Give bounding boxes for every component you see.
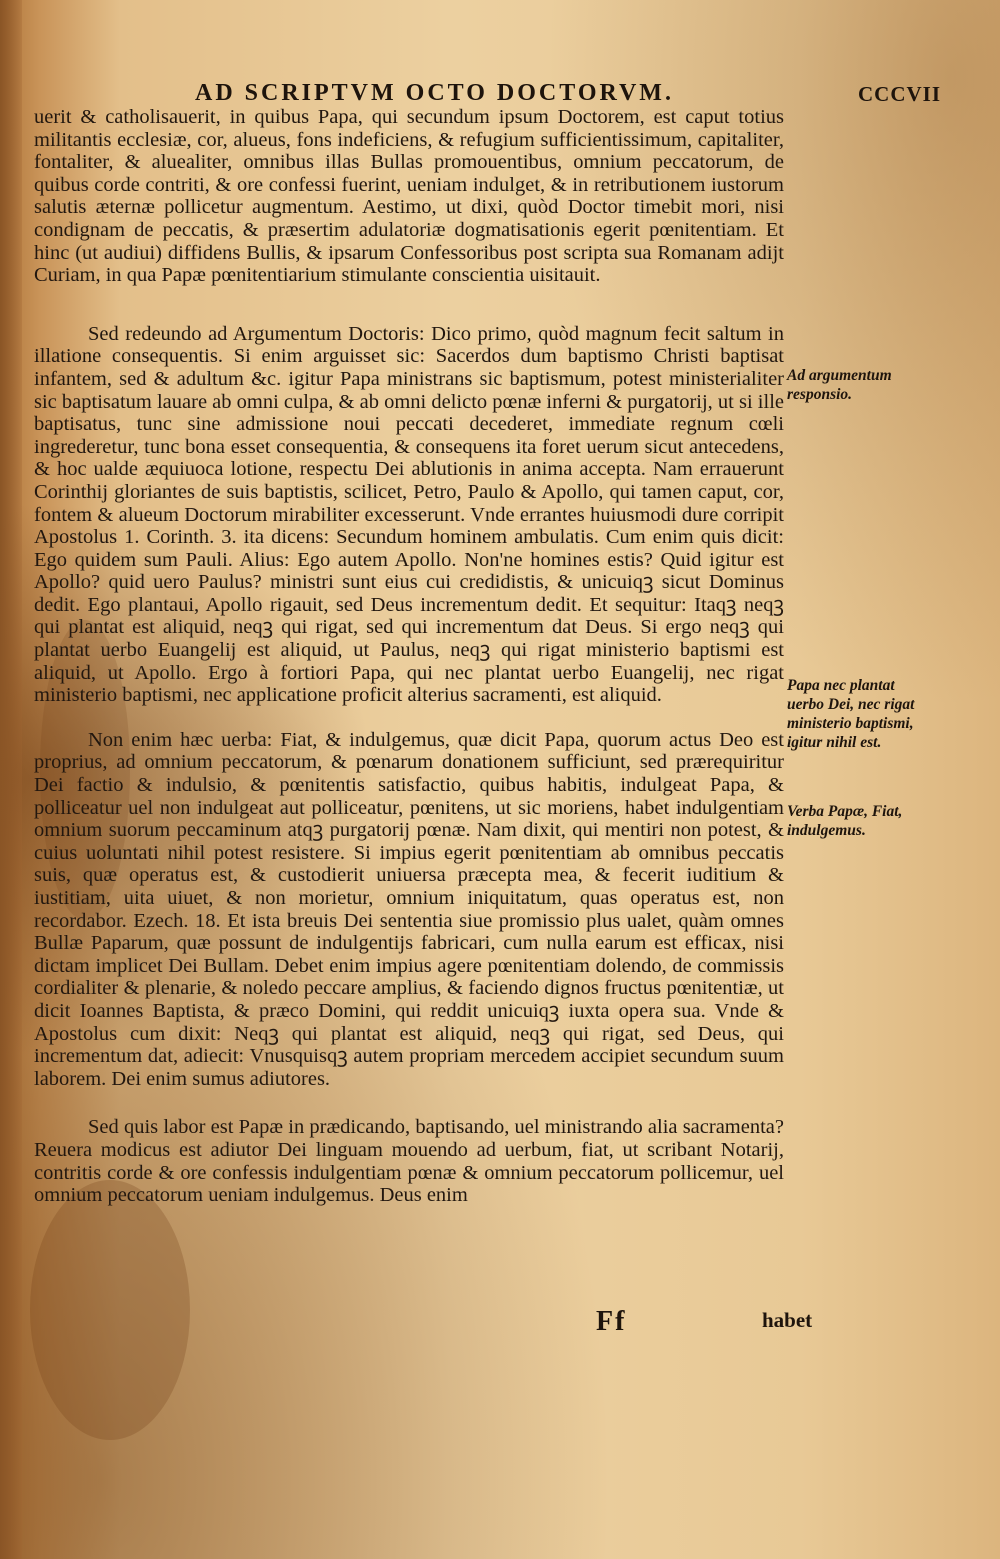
catchword: habet (762, 1308, 813, 1332)
paragraph: Non enim hæc uerba: Fiat, & indulgemus, quæ dicit Papa, quorum actus Deo est proprius, ad omnium peccatorum, & pœnarum donationem sufficiunt, sed prærequiritur Dei factio & indulsio, & pœnitentis satisfactio, quibus habitis, indulgeat Papa, & polliceatur uel non indulgeat aut polliceatur, pœnitens, ut sic moriens, habet indulgentiam omnium suorum peccaminum atqꝫ purgatorij pœnæ. Nam dixit, qui mentiri non potest, & cuius uoluntati nihil potest resistere. Si impius egerit pœnitentiam ab omnibus peccatis suis, quæ operatus est, & custodierit uniuersa præcepta mea, & fecerit iuditium & iustitiam, uita uiuet, & non morietur, omnium iniquitatum, quas operatus est, non recordabor. Ezech. 18. Et ista breuis Dei sententia siue promissio plus ualet, quàm omnes Bullæ Paparum, quæ possunt de indulgentijs fabricari, cum nulla earum est efficax, nisi dictam implicet Dei Bullam. Debet enim impius agere pœnitentiam dolendo, de commissis cordialiter & plenarie, & noledo peccare amplius, & faciendo dignos fructus pœnitentiæ, ut dicit Ioannes Baptista, & præco Domini, qui reddit unicuiqꝫ iuxta opera sua. Vnde & Apostolus cum dixit: Neqꝫ qui plantat est aliquid, neqꝫ qui rigat, sed Deus, qui incrementum dat, adiecit: Vnusquisqꝫ autem propriam mercedem accipiet secundum suum laborem. Dei enim sumus adiutores. (34, 728, 784, 1090)
margin-note: Papa nec plantat uerbo Dei, nec rigat ministerio baptismi, igitur nihil est. (787, 677, 915, 751)
page-gutter (0, 0, 22, 1559)
paragraph: Sed redeundo ad Argumentum Doctoris: Dico primo, quòd magnum fecit saltum in illatione consequentis. Si enim arguisset sic: Sacerdos dum baptismo Christi baptisat infantem, sed & adultum &c. igitur Papa ministrans sic baptismum, potest ministerialiter sic baptisatum lauare ab omni culpa, & ab omni delicto pœnæ inferni & purgatorij, ut si ille baptisatus, tunc sine admissione noui peccati decederet, immediate regnum cœli ingrederetur, tunc bona esset consequentia, & consequens ita foret uerum sicut antecedens, & hoc ualde æquiuoca lotione, respectu Dei ablutionis in anima accepta. Nam errauerunt Corinthij gloriantes de suis baptistis, scilicet, Petro, Paulo & Apollo, qui tamen caput, cor, fontem & alueum Doctorum mirabiliter excesserunt. Vnde errantes huiusmodi dure corripit Apostolus 1. Corinth. 3. ita dicens: Secundum hominem ambulatis. Cum enim quis dicit: Ego quidem sum Pauli. Alius: Ego autem Apollo. Non'ne homines estis? Quid igitur est Apollo? quid uero Paulus? ministri sunt eius cui credidistis, & unicuiqꝫ sicut Dominus dedit. Ego plantaui, Apollo rigauit, sed Deus incrementum dedit. Et sequitur: Itaqꝫ neqꝫ qui plantat est aliquid, neqꝫ qui rigat, sed qui incrementum dat Deus. Si ergo neqꝫ qui plantat uerbo Euangelij est aliquid, ut Paulus, neqꝫ qui rigat ministerio baptismi est aliquid, ut Apollo. Ergo à fortiori Papa, qui nec plantat uerbo Euangelij, nec rigat ministerio baptismi, nec applicatione proficit alterius sacramenti, est aliquid. (34, 322, 784, 707)
main-text (34, 106, 784, 1207)
paragraph: Sed quis labor est Papæ in prædicando, baptisando, uel ministrando alia sacramenta? Reuera modicus est adiutor Dei linguam mouendo ad uerbum, fiat, ut scribant Notarij, contritis corde & ore confessis indulgentiam pœnæ & omnium peccatorum pollicemur, uel omnium peccatorum ueniam indulgemus. Deus enim (34, 1116, 784, 1207)
running-head: AD SCRIPTVM OCTO DOCTORVM. (195, 80, 674, 106)
paragraph: uerit & catholisauerit, in quibus Papa, qui secundum ipsum Doctorem, est caput totius militantis ecclesiæ, cor, alueus, fons indeficiens, & refugium sufficientissimum, capitaliter, fontaliter, & aluealiter, omnibus illas Bullas promouentibus, omnium peccatorum, de quibus corde contriti, & ore confessi fuerint, ueniam indulget, & in retributionem iustorum salutis æternæ pollicetur augmentum. Aestimo, ut dixi, quòd Doctor timebit mori, nisi condignam de peccatis, & præsertim adulatoriæ dogmatisationis egerit pœnitentiam. Et hinc (ut audiui) diffidens Bullis, & ipsarum Confessoribus post scripta sua Romanam adijt Curiam, in qua Papæ pœnitentiarium stimulante conscientia uisitauit. (34, 106, 784, 287)
age-stain (30, 1180, 190, 1440)
margin-note: Ad argumentum responsio. (787, 367, 892, 403)
folio-number: CCCVII (858, 82, 942, 106)
signature-mark: Ff (596, 1306, 627, 1337)
margin-note: Verba Papæ, Fiat, indulgemus. (787, 803, 903, 839)
